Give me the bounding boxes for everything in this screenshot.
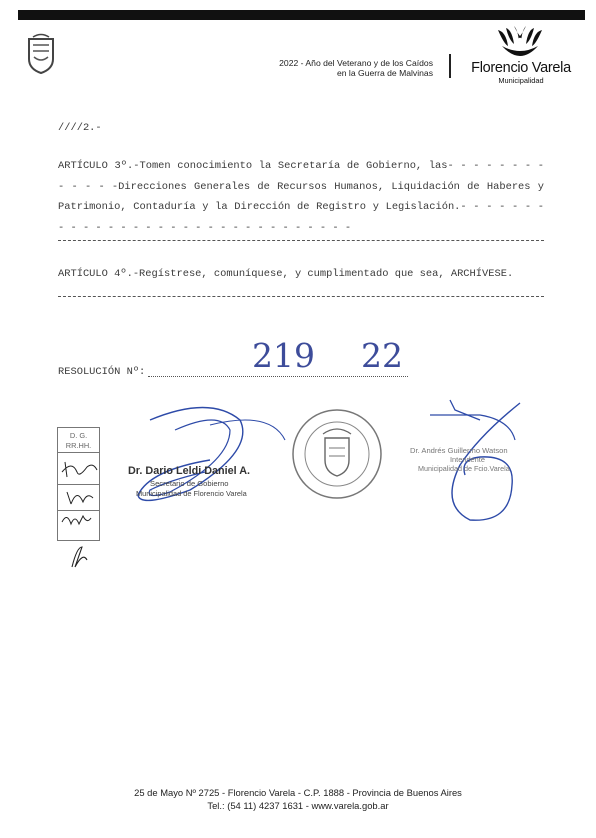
article-3: ARTÍCULO 3º.-Tomen conocimiento la Secretaría de Gobierno, las- - - - - - - - - - - - -Direcciones Generales de Recursos Humanos, Liquidación de Haberes y Patrimonio, Contaduría y la Dirección de Registro y Legislación.- - - - - - - - - - - - - - - - - - - - - - - - - - - - - - - [58,160,544,234]
header-divider [449,54,451,78]
signer-right-name: Dr. Andrés Guillermo Watson [410,446,508,455]
initials-handwriting-icon [57,452,102,572]
org-name: Florencio Varela [471,60,571,76]
continuation-mark: ////2.- [58,122,102,134]
official-seal-icon [287,408,387,500]
routing-box-label: D. G. [69,431,88,440]
separator-line [58,296,544,297]
signer-right-title: Intendente [450,455,485,464]
signer-right-org: Municipalidad de Fcio.Varela [418,464,510,473]
routing-box-label: RR.HH. [65,441,92,450]
article-4: ARTÍCULO 4º.-Regístrese, comuníquese, y cumplimentado que sea, ARCHÍVESE. [58,268,514,280]
separator-line [58,240,544,241]
municipal-crest-icon [25,33,57,75]
footer-contact: Tel.: (54 11) 4237 1631 - www.varela.gob.ar [207,800,389,811]
footer-address: 25 de Mayo Nº 2725 - Florencio Varela - C.P. 1888 - Provincia de Buenos Aires [134,787,462,798]
signer-left-name: Dr. Dario Leldi Daniel A. [128,465,250,477]
resolution-label: RESOLUCIÓN Nº: [58,366,146,378]
header-year-motto [215,58,433,78]
year-line-2: en la Guerra de Malvinas [336,68,433,78]
resolution-year: 22 [361,336,403,375]
signer-left-title: Secretario de Gobierno [150,479,229,488]
org-subtitle: Municipalidad [498,76,544,85]
florencio-varela-logo-icon [492,26,548,62]
top-black-bar [18,10,585,20]
resolution-dotted-line [148,376,408,377]
year-line-1: 2022 - Año del Veterano y de los Caídos [279,58,433,68]
resolution-number: 219 [252,336,315,375]
signer-left-org: Municipalidad de Florencio Varela [136,489,247,498]
